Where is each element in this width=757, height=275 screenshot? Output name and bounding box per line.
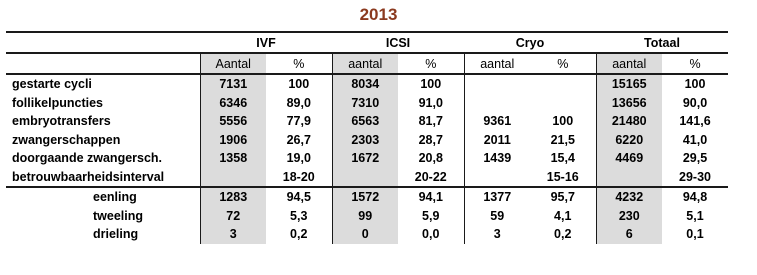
- table-cell: 81,7: [418, 114, 443, 129]
- table-cell: 91,0: [418, 95, 443, 110]
- table-cell: 230: [596, 207, 662, 226]
- table-cell: 6: [596, 225, 662, 244]
- row-label: gestarte cycli: [6, 74, 200, 94]
- group-header-cryo: Cryo: [464, 32, 596, 53]
- table-cell: 6563: [332, 112, 398, 131]
- table-cell: 6220: [596, 131, 662, 150]
- table-row: [6, 94, 728, 113]
- table-cell: [464, 168, 530, 188]
- row-label: doorgaande zwangersch.: [12, 151, 163, 166]
- table-cell: 15165: [596, 74, 662, 94]
- row-label: drieling: [93, 227, 139, 242]
- table-cell: 100: [266, 74, 332, 94]
- table-cell: 21,5: [550, 132, 575, 147]
- table-cell: 29-30: [679, 169, 711, 184]
- table-cell: 15,4: [550, 151, 575, 166]
- table-cell: 4,1: [554, 208, 572, 223]
- table-cell: 29,5: [682, 151, 708, 166]
- table-cell: 1377: [464, 187, 530, 207]
- table-cell: 1283: [200, 187, 266, 207]
- table-cell: 19,0: [286, 151, 311, 166]
- table-cell: 7310: [332, 94, 398, 113]
- table-cell: 20,8: [418, 151, 443, 166]
- table-cell: 0,0: [422, 227, 440, 242]
- table-cell: 1439: [464, 149, 530, 168]
- table-cell: [464, 74, 530, 94]
- table-cell: [464, 94, 530, 113]
- table-cell: 3: [464, 225, 530, 244]
- ivf-results-table: [6, 31, 728, 244]
- table-cell: 21480: [596, 112, 662, 131]
- table-cell: 94,1: [398, 187, 464, 207]
- table-cell: 18-20: [282, 169, 315, 184]
- table-cell: 100: [398, 74, 464, 94]
- table-cell: 5,1: [686, 208, 704, 223]
- table-row: [6, 149, 728, 168]
- subheader-row: [6, 53, 728, 74]
- table-cell: 6346: [200, 94, 266, 113]
- table-row: [6, 187, 728, 207]
- empty-subheader-cell: [6, 53, 200, 74]
- table-cell: 20-22: [414, 169, 447, 184]
- table-cell: 94,5: [266, 187, 332, 207]
- table-cell: 77,9: [286, 114, 311, 129]
- table-cell: 90,0: [682, 95, 708, 110]
- table-row: [6, 225, 728, 244]
- table-cell: 9361: [464, 112, 530, 131]
- table-cell: 7131: [200, 74, 266, 94]
- table-cell: [200, 168, 266, 188]
- table-cell: 2011: [464, 131, 530, 150]
- group-header-row: [6, 32, 728, 53]
- table-cell: 1572: [332, 187, 398, 207]
- subheader-cell: %: [266, 53, 332, 74]
- outcome-rows: [6, 187, 728, 244]
- table-cell: [596, 168, 662, 188]
- table-cell: 8034: [332, 74, 398, 94]
- table-cell: 1906: [200, 131, 266, 150]
- row-label: tweeling: [93, 208, 144, 223]
- table-cell: 94,8: [662, 187, 728, 207]
- table-cell: 141,6: [679, 114, 711, 129]
- table-cell: 1672: [332, 149, 398, 168]
- table-cell: 5,3: [290, 208, 308, 223]
- table-cell: 72: [200, 207, 266, 226]
- table-cell: 41,0: [682, 132, 708, 147]
- table-cell: 89,0: [286, 95, 311, 110]
- subheader-cell: %: [398, 53, 464, 74]
- table-row: [6, 207, 728, 226]
- table-cell: 99: [332, 207, 398, 226]
- table-cell: [530, 94, 596, 113]
- table-cell: 5556: [200, 112, 266, 131]
- subheader-cell: %: [662, 53, 728, 74]
- table-row: [6, 131, 728, 150]
- table-cell: 15-16: [546, 169, 579, 184]
- table-title-year: 2013: [359, 5, 398, 24]
- row-label: eenling: [6, 187, 200, 207]
- table-cell: 0,1: [686, 227, 704, 242]
- table-cell: 1358: [200, 149, 266, 168]
- group-header-icsi: ICSI: [332, 32, 464, 53]
- table-cell: 28,7: [418, 132, 443, 147]
- table-cell: [530, 74, 596, 94]
- table-cell: 0: [332, 225, 398, 244]
- empty-header-cell: [6, 32, 200, 53]
- subheader-cell: %: [530, 53, 596, 74]
- row-label: betrouwbaarheidsinterval: [12, 169, 165, 184]
- table-row: [6, 74, 728, 94]
- group-header-totaal: Totaal: [596, 32, 728, 53]
- subheader-cell: aantal: [596, 53, 662, 74]
- table-cell: 95,7: [530, 187, 596, 207]
- subheader-cell: Aantal: [200, 53, 266, 74]
- table-cell: 2303: [332, 131, 398, 150]
- table-cell: 59: [464, 207, 530, 226]
- table-cell: 0,2: [554, 227, 572, 242]
- row-label: zwangerschappen: [12, 132, 121, 147]
- table-cell: 13656: [596, 94, 662, 113]
- table-cell: 3: [200, 225, 266, 244]
- table-cell: 5,9: [422, 208, 440, 223]
- table-cell: 100: [662, 74, 728, 94]
- table-row: [6, 112, 728, 131]
- table-cell: 100: [552, 114, 574, 129]
- main-rows: [6, 74, 728, 187]
- table-row: [6, 168, 728, 188]
- table-cell: 4232: [596, 187, 662, 207]
- subheader-cell: aantal: [464, 53, 530, 74]
- row-label: embryotransfers: [12, 114, 111, 129]
- table-cell: 26,7: [286, 132, 311, 147]
- table-cell: [332, 168, 398, 188]
- table-cell: 4469: [596, 149, 662, 168]
- group-header-ivf: IVF: [200, 32, 332, 53]
- subheader-cell: aantal: [332, 53, 398, 74]
- table-cell: 0,2: [290, 227, 308, 242]
- row-label: follikelpuncties: [12, 95, 103, 110]
